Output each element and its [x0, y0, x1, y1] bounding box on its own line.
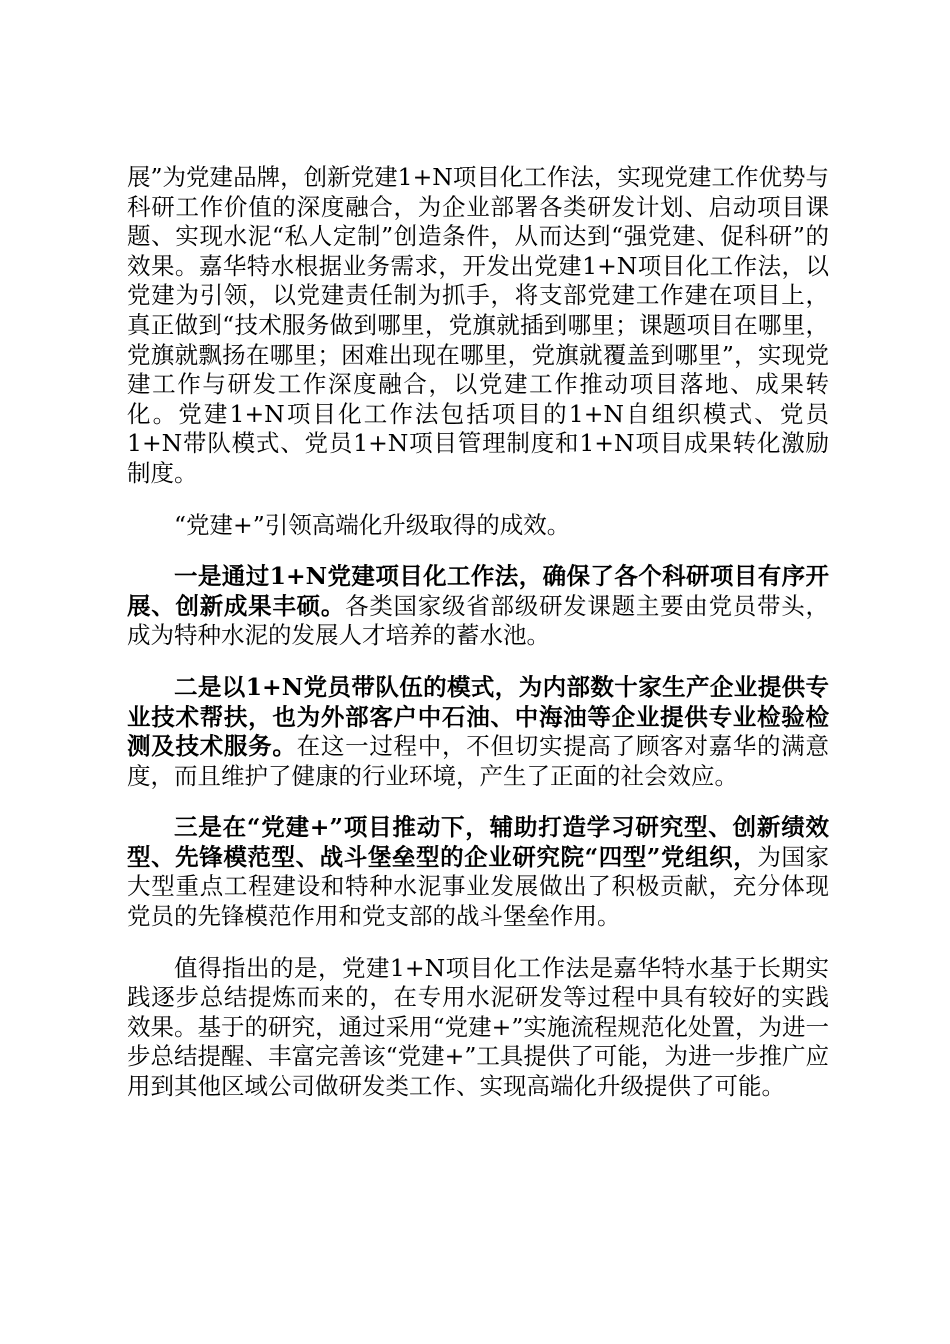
paragraph-bold-lead: 二是以1+N党员带队伍的模式，为内部数十家生产企业提供专业技术帮扶，也为外部客户中石油、中海油等企业提供专业检验检测及技术服务。 — [127, 672, 829, 761]
paragraph-text: 各类国家级省部级研发课题主要由党员带头，成为特种水泥的发展人才培养的蓄水池。 — [127, 591, 830, 650]
paragraph-continuation — [127, 163, 829, 489]
paragraph-conclusion — [127, 954, 829, 1102]
document-page — [127, 163, 829, 1102]
paragraph-text: 值得指出的是，党建1+N项目化工作法是嘉华特水基于长期实践逐步总结提炼而来的，在专用水泥研发等过程中具有较好的实践效果。基于的研究，通过采用“党建+”实施流程规范化处置，为进一步总结提醒、丰富完善该“党建+”工具提供了可能，为进一步推广应用到其他区域公司做研发类工作、实现高端化升级提供了可能。 — [127, 953, 829, 1101]
heading-text: “党建+”引领高端化升级取得的成效。 — [174, 510, 571, 539]
paragraph-text: 展”为党建品牌，创新党建1+N项目化工作法，实现党建工作优势与科研工作价值的深度融合，为企业部署各类研发计划、启动项目课题、实现水泥“私人定制”创造条件，从而达到“强党建、促科研”的效果。嘉华特水根据业务需求，开发出党建1+N项目化工作法，以党建为引领，以党建责任制为抓手，将支部党建工作建在项目上，真正做到“技术服务做到哪里，党旗就插到哪里；课题项目在哪里，党旗就飘扬在哪里；困难出现在哪里，党旗就覆盖到哪里”，实现党建工作与研发工作深度融合，以党建工作推动项目落地、成果转化。党建1+N项目化工作法包括项目的1+N自组织模式、党员1+N带队模式、党员1+N项目管理制度和1+N项目成果转化激励制度。 — [127, 163, 829, 487]
section-heading — [127, 511, 829, 541]
paragraph-text: 在这一过程中，不但切实提高了顾客对嘉华的满意度，而且维护了健康的行业环境，产生了正面的社会效应。 — [127, 732, 829, 790]
paragraph-bold-lead: 一是通过1+N党建项目化工作法，确保了各个科研项目有序开展、创新成果丰硕。 — [127, 562, 829, 620]
paragraph-second-result — [127, 673, 829, 791]
paragraph-first-result — [127, 562, 829, 651]
paragraph-bold-lead: 三是在“党建+”项目推动下，辅助打造学习研究型、创新绩效型、先锋模范型、战斗堡垒型的企业研究院“四型”党组织， — [127, 813, 829, 871]
paragraph-third-result — [127, 813, 829, 931]
paragraph-text: 为国家大型重点工程建设和特种水泥事业发展做出了积极贡献，充分体现党员的先锋模范作用和党支部的战斗堡垒作用。 — [127, 842, 829, 931]
